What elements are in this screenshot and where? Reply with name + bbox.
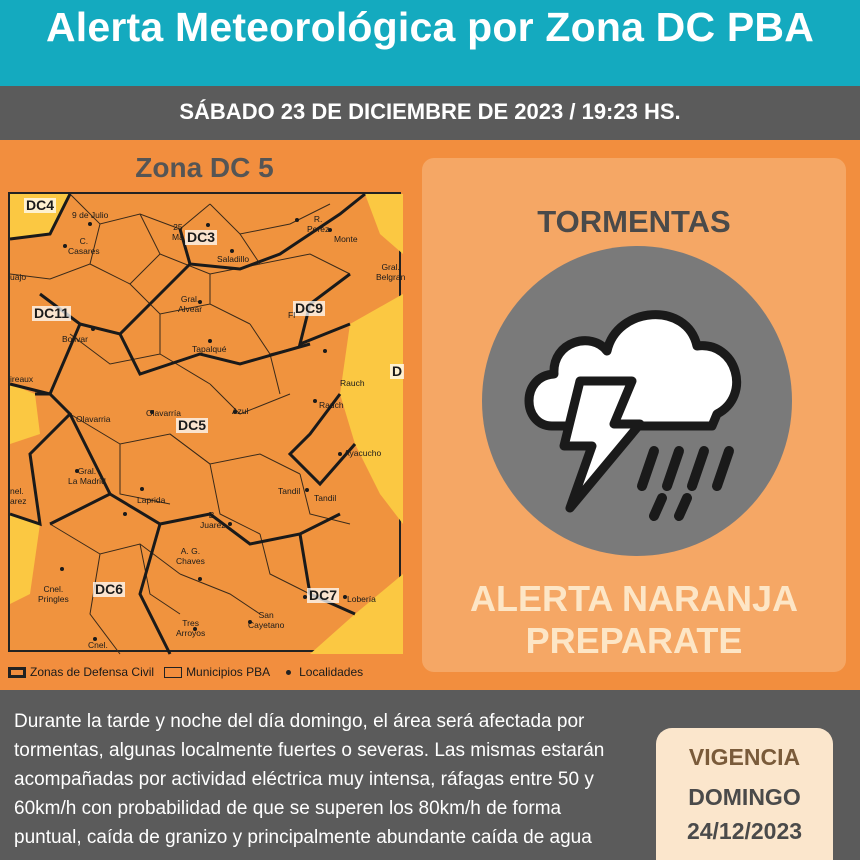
town-label: A. G. Chaves xyxy=(176,546,205,566)
alert-level-action: PREPARATE xyxy=(525,620,743,661)
zone-label-dc3: DC3 xyxy=(187,229,216,245)
legend-municipios-label: Municipios PBA xyxy=(186,665,271,679)
header-bar xyxy=(0,0,860,86)
town-label: nel. arez xyxy=(10,486,27,506)
town-label: Cnel. Pringles xyxy=(38,584,69,604)
storm-icon-circle xyxy=(482,246,792,556)
alert-description: Durante la tarde y noche del día domingo, el área será afectada por tormentas, algunas localmente fuertes o severas. Las mismas estarán acompañadas por actividad eléctrica muy intensa, ráfagas entre 50 y 60km/h con probabilidad de que se superen los 80km/h de forma puntual, caída de granizo y principalmente abundante caída de agua xyxy=(14,711,605,848)
town-label: Gral. Alvear xyxy=(178,294,203,314)
zone-label-dc9: DC9 xyxy=(295,300,324,316)
town-label: San Cayetano xyxy=(248,610,285,630)
map-legend xyxy=(8,662,373,682)
town-label: Laprida xyxy=(137,495,166,505)
town-label: 25 Ma xyxy=(172,222,184,242)
town-label: Fl xyxy=(288,310,296,320)
map-title: Zona DC 5 xyxy=(135,152,274,183)
vigencia-day: DOMINGO xyxy=(688,784,801,810)
yellow-zone-se xyxy=(310,574,403,654)
zone-label-dc4: DC4 xyxy=(26,197,55,213)
yellow-zone-e xyxy=(340,294,403,524)
vigencia-date: 24/12/2023 xyxy=(686,818,803,844)
zone-map xyxy=(8,192,406,652)
vigencia-label: VIGENCIA xyxy=(688,744,801,770)
town-label: Tandil xyxy=(314,493,337,503)
storm-cloud-icon xyxy=(482,246,792,556)
alert-level xyxy=(422,578,846,662)
legend-municipios xyxy=(164,665,270,679)
legend-localidades-label: Localidades xyxy=(299,665,364,679)
zone-label-dc5: DC5 xyxy=(178,417,207,433)
municipality-border-swatch xyxy=(164,667,182,678)
town-label: Cnel. xyxy=(88,640,108,650)
town-label: 9 de Julio xyxy=(72,210,109,220)
zone-label-dc6: DC6 xyxy=(95,581,124,597)
town-label: Olavarría xyxy=(146,408,181,418)
town-label: uajo xyxy=(10,272,27,282)
town-label: Olavarria xyxy=(76,414,111,424)
alert-level-name: ALERTA NARANJA xyxy=(470,578,798,619)
town-label: Tres Arroyos xyxy=(176,618,206,638)
town-label: Bolivar xyxy=(62,334,88,344)
alert-date: SÁBADO 23 DE DICIEMBRE DE 2023 / 19:23 HS. xyxy=(179,99,681,124)
yellow-zone-ne xyxy=(365,194,403,254)
town-label: Tandil xyxy=(278,486,301,496)
page-title: Alerta Meteorológica por Zona DC PBA xyxy=(45,4,815,50)
zone-label-dc7: DC7 xyxy=(309,587,338,603)
legend-zones-label: Zonas de Defensa Civil xyxy=(30,665,155,679)
zone-label-partial: D xyxy=(392,363,403,379)
date-bar xyxy=(0,86,860,140)
town-label: B. Juarez xyxy=(200,510,226,530)
town-label: Rauch xyxy=(319,400,344,410)
legend-zones xyxy=(8,665,154,679)
town-dot-swatch xyxy=(286,670,291,675)
town-label: Ayacucho xyxy=(344,448,382,458)
town-label: Azul xyxy=(232,406,249,416)
town-label: C. Casares xyxy=(68,236,100,256)
town-label: Monte xyxy=(334,234,358,244)
alert-event: TORMENTAS xyxy=(537,204,731,239)
town-label: Tapalqué xyxy=(192,344,227,354)
zone-border-swatch xyxy=(8,667,26,678)
town-label: Gral. Belgran xyxy=(376,262,406,282)
town-label: R. Perez xyxy=(307,214,330,234)
vigencia-box xyxy=(656,728,833,860)
town-label: Lobería xyxy=(347,594,376,604)
legend-localidades xyxy=(280,665,363,679)
zone-label-dc11: DC11 xyxy=(34,305,70,321)
town-label: ireaux xyxy=(10,374,34,384)
alert-card xyxy=(422,158,846,672)
yellow-zone-sw xyxy=(10,514,40,604)
town-label: Rauch xyxy=(340,378,365,388)
town-label: Saladillo xyxy=(217,254,250,264)
town-label: Gral. La Madrid xyxy=(68,466,106,486)
